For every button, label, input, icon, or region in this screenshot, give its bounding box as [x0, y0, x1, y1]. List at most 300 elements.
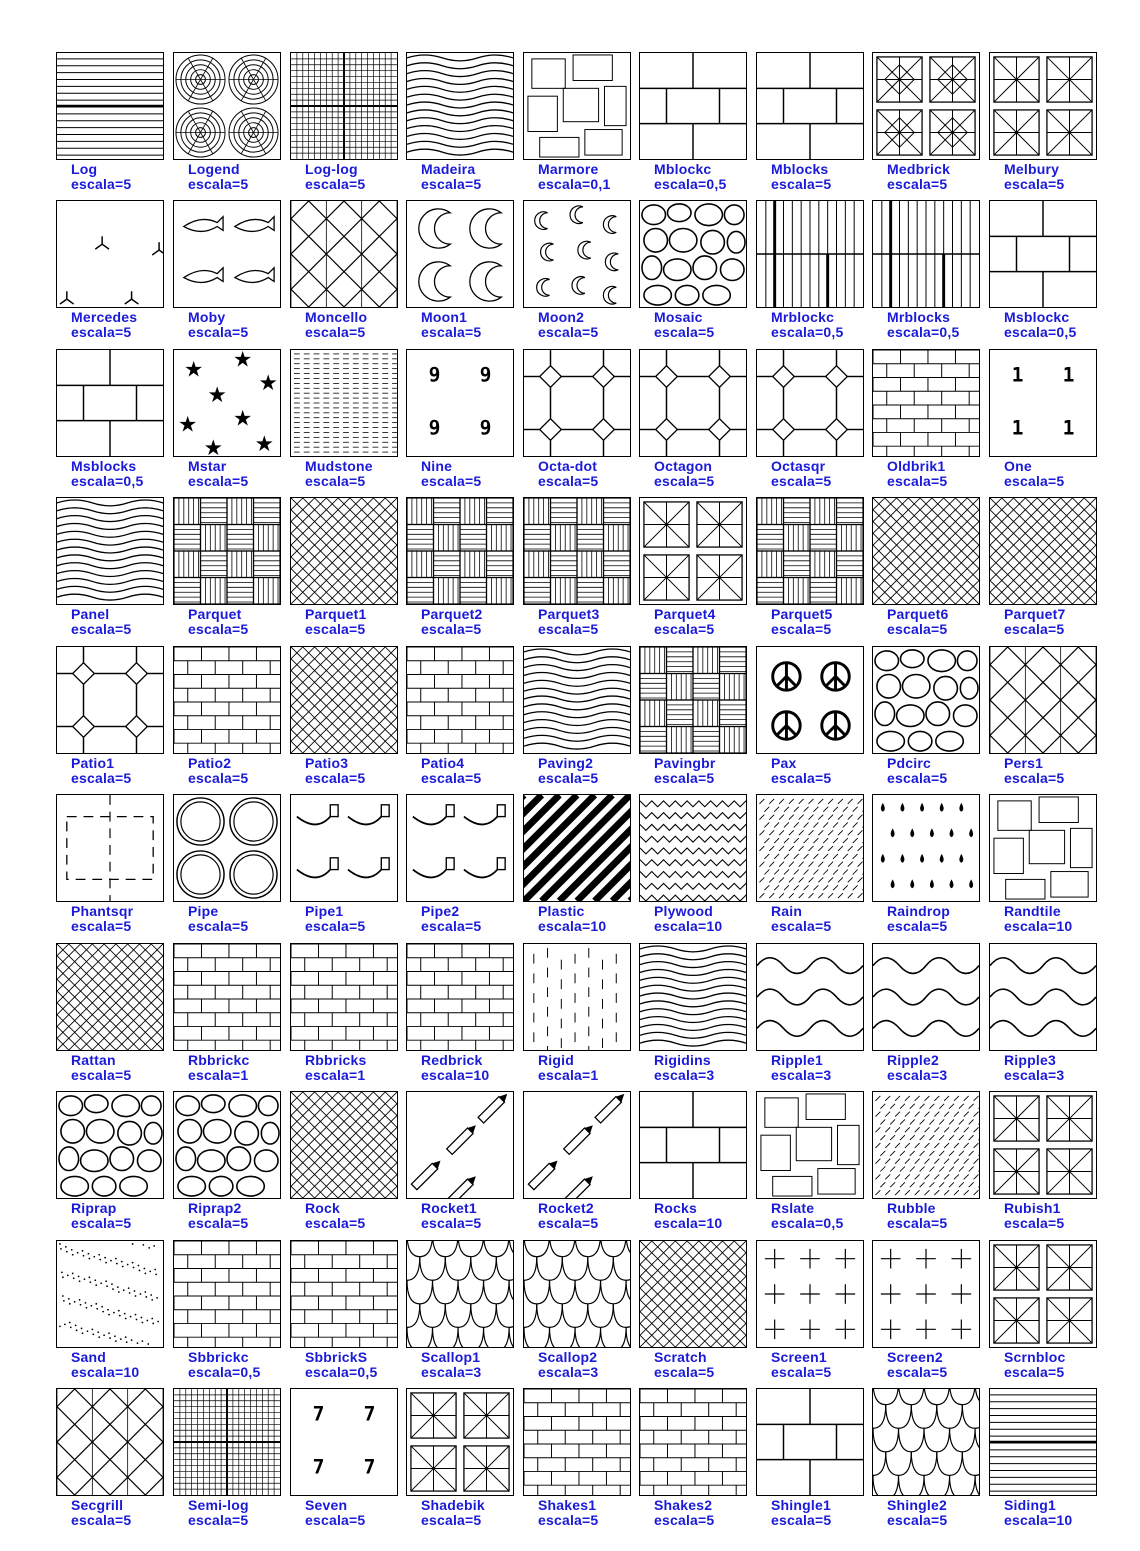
pattern-scale: escala=5 [71, 621, 132, 637]
pattern-scale: escala=5 [421, 1512, 482, 1528]
svg-text:★: ★ [203, 436, 223, 456]
pattern-scale: escala=0,5 [1004, 324, 1077, 340]
digit-1-icon [989, 349, 1097, 457]
scallop-icon [523, 1240, 631, 1348]
pattern-name: Rattan [71, 1052, 116, 1068]
pattern-scale: escala=3 [1004, 1067, 1065, 1083]
pattern-scale: escala=5 [421, 176, 482, 192]
pattern-cell [406, 349, 522, 495]
pattern-name: Mstar [188, 458, 227, 474]
pattern-name: SbbrickS [305, 1349, 368, 1365]
diamonds-icon [989, 646, 1097, 754]
pattern-name: Mrblockc [771, 309, 835, 325]
pattern-scale: escala=5 [538, 324, 599, 340]
pattern-cell [989, 200, 1105, 346]
pattern-scale: escala=5 [188, 473, 249, 489]
pattern-cell [173, 1388, 289, 1534]
pattern-cell [290, 200, 406, 346]
pattern-scale: escala=10 [1004, 1512, 1073, 1528]
pattern-scale: escala=5 [887, 1512, 948, 1528]
pattern-name: Log-log [305, 161, 358, 177]
pattern-scale: escala=5 [654, 621, 715, 637]
pattern-name: Pipe2 [421, 903, 460, 919]
pattern-cell [290, 794, 406, 940]
h-lines-icon [989, 1388, 1097, 1496]
pattern-scale: escala=0,5 [771, 1215, 844, 1231]
tiles-icon [523, 52, 631, 160]
pattern-cell [756, 794, 872, 940]
pattern-cell [173, 200, 289, 346]
pattern-name: Scratch [654, 1349, 707, 1365]
pattern-cell [523, 52, 639, 198]
pattern-name: Madeira [421, 161, 476, 177]
pattern-swatch-graphic [174, 647, 280, 753]
pattern-swatch-graphic [407, 1241, 513, 1347]
pattern-scale: escala=5 [1004, 176, 1065, 192]
pattern-swatch-graphic [990, 498, 1096, 604]
diag-grid-icon [989, 497, 1097, 605]
pattern-swatch-graphic [291, 1241, 397, 1347]
x-square-icon [989, 1091, 1097, 1199]
pattern-scale: escala=0,5 [305, 1364, 378, 1380]
pattern-scale: escala=5 [887, 621, 948, 637]
stones-icon [639, 200, 747, 308]
pattern-name: Randtile [1004, 903, 1061, 919]
pattern-scale: escala=5 [305, 1215, 366, 1231]
bricks-icon [639, 1388, 747, 1496]
digit-7-icon [290, 1388, 398, 1496]
pattern-swatch-graphic [757, 1241, 863, 1347]
pattern-cell [756, 52, 872, 198]
pattern-swatch-graphic [524, 201, 630, 307]
pattern-cell [872, 1388, 988, 1534]
svg-text:★: ★ [233, 406, 253, 432]
pattern-name: Octasqr [771, 458, 826, 474]
pattern-cell [639, 1240, 755, 1386]
grid-fine-icon [290, 52, 398, 160]
pattern-cell [989, 1388, 1105, 1534]
pattern-scale: escala=5 [421, 324, 482, 340]
pattern-cell [56, 1388, 172, 1534]
stars-square-icon [872, 52, 980, 160]
pattern-cell [756, 349, 872, 495]
diag-grid-icon [290, 1091, 398, 1199]
pattern-swatch-graphic [873, 1241, 979, 1347]
pattern-name: Secgrill [71, 1497, 124, 1513]
pattern-name: Mudstone [305, 458, 373, 474]
pattern-name: Mblocks [771, 161, 829, 177]
pattern-name: Pers1 [1004, 755, 1044, 771]
diag-grid-icon [56, 943, 164, 1051]
pattern-scale: escala=0,5 [654, 176, 727, 192]
pattern-name: Scallop1 [421, 1349, 481, 1365]
svg-text:★: ★ [254, 432, 274, 456]
pattern-scale: escala=10 [71, 1364, 140, 1380]
pattern-name: Rubish1 [1004, 1200, 1061, 1216]
pattern-swatch-graphic [873, 350, 979, 456]
pattern-name: Plastic [538, 903, 585, 919]
pattern-swatch-graphic [291, 498, 397, 604]
pattern-cell [173, 943, 289, 1089]
pattern-swatch-graphic [524, 1389, 630, 1495]
pattern-swatch-graphic [757, 201, 863, 307]
pattern-cell [406, 52, 522, 198]
moons-big-icon [406, 200, 514, 308]
pattern-name: Rbbrickc [188, 1052, 250, 1068]
pattern-name: Patio2 [188, 755, 232, 771]
pattern-swatch-graphic [524, 795, 630, 901]
pattern-cell [756, 200, 872, 346]
pattern-swatch-graphic [174, 944, 280, 1050]
pattern-swatch-graphic [990, 1241, 1096, 1347]
diag-grid-icon [290, 646, 398, 754]
pattern-name: Raindrop [887, 903, 951, 919]
pattern-name: Rigidins [654, 1052, 711, 1068]
pattern-cell [639, 349, 755, 495]
pattern-swatch-graphic [407, 53, 513, 159]
stones-icon [173, 1091, 281, 1199]
pattern-scale: escala=5 [71, 176, 132, 192]
tiles-icon [756, 1091, 864, 1199]
svg-text:1: 1 [1011, 363, 1024, 387]
pattern-name: Parquet1 [305, 606, 367, 622]
pattern-cell [523, 794, 639, 940]
pattern-swatch-graphic [524, 1241, 630, 1347]
bricks-icon [406, 943, 514, 1051]
diag-grid-icon [290, 497, 398, 605]
pattern-swatch-graphic [757, 1389, 863, 1495]
pattern-scale: escala=5 [188, 918, 249, 934]
tiles-icon [989, 794, 1097, 902]
pattern-name: Patio1 [71, 755, 115, 771]
pattern-scale: escala=5 [771, 1364, 832, 1380]
waves-icon [523, 646, 631, 754]
pattern-name: Screen1 [771, 1349, 827, 1365]
pattern-swatch-graphic [640, 53, 746, 159]
pattern-swatch-graphic [407, 647, 513, 753]
pattern-cell [639, 943, 755, 1089]
pattern-name: Nine [421, 458, 453, 474]
rings-icon [173, 794, 281, 902]
pattern-cell [56, 794, 172, 940]
bricks-icon [173, 1240, 281, 1348]
pattern-swatch-graphic [757, 944, 863, 1050]
pattern-swatch-graphic [57, 201, 163, 307]
pattern-name: Plywood [654, 903, 713, 919]
pattern-cell [872, 52, 988, 198]
pattern-swatch-graphic [174, 1241, 280, 1347]
pattern-cell [872, 1091, 988, 1237]
bricks-big-icon [756, 1388, 864, 1496]
bricks-icon [523, 1388, 631, 1496]
pattern-cell [989, 52, 1105, 198]
pattern-name: Sbbrickc [188, 1349, 249, 1365]
pattern-name: Riprap [71, 1200, 117, 1216]
pattern-scale: escala=5 [771, 176, 832, 192]
pattern-swatch-graphic [640, 1092, 746, 1198]
bricks-icon [173, 646, 281, 754]
pattern-cell [639, 1091, 755, 1237]
pattern-cell [523, 1240, 639, 1386]
peace-icon [756, 646, 864, 754]
pattern-name: Moncello [305, 309, 368, 325]
pattern-cell [56, 349, 172, 495]
dashed-square-icon [56, 794, 164, 902]
pattern-cell [989, 1091, 1105, 1237]
svg-text:9: 9 [428, 363, 441, 387]
pattern-scale: escala=5 [305, 918, 366, 934]
pattern-scale: escala=5 [1004, 1364, 1065, 1380]
pattern-scale: escala=5 [305, 176, 366, 192]
pattern-name: Parquet7 [1004, 606, 1066, 622]
pattern-name: Rubble [887, 1200, 936, 1216]
pattern-swatch-graphic [757, 795, 863, 901]
pattern-swatch-graphic [407, 944, 513, 1050]
pattern-name: Paving2 [538, 755, 594, 771]
pattern-scale: escala=5 [188, 621, 249, 637]
pattern-swatch-graphic [757, 498, 863, 604]
pattern-cell [173, 497, 289, 643]
pattern-cell [872, 497, 988, 643]
pattern-swatch-graphic [757, 1092, 863, 1198]
pattern-cell [872, 794, 988, 940]
pattern-name: Mosaic [654, 309, 703, 325]
bricks-big-icon [56, 349, 164, 457]
pattern-name: Octa-dot [538, 458, 598, 474]
pattern-swatch-graphic [174, 201, 280, 307]
pipes-icon [406, 794, 514, 902]
pattern-cell [173, 1091, 289, 1237]
pattern-name: Riprap2 [188, 1200, 242, 1216]
pattern-scale: escala=5 [421, 918, 482, 934]
pattern-swatch-graphic [524, 498, 630, 604]
pattern-name: Pipe1 [305, 903, 344, 919]
pattern-scale: escala=5 [771, 621, 832, 637]
pattern-scale: escala=0,5 [71, 473, 144, 489]
waves-icon [56, 497, 164, 605]
pattern-cell [56, 1240, 172, 1386]
pattern-name: Mercedes [71, 309, 138, 325]
rockets-icon [523, 1091, 631, 1199]
pattern-cell [756, 646, 872, 792]
pattern-name: Mblockc [654, 161, 712, 177]
pattern-scale: escala=5 [887, 770, 948, 786]
pattern-cell [523, 646, 639, 792]
pattern-swatch-graphic [873, 498, 979, 604]
pattern-swatch-graphic [990, 350, 1096, 456]
pattern-cell [56, 200, 172, 346]
bricks-icon [406, 646, 514, 754]
pattern-swatch-graphic [57, 1241, 163, 1347]
svg-text:7: 7 [363, 1455, 376, 1479]
pattern-cell [523, 497, 639, 643]
moons-small-icon [523, 200, 631, 308]
pattern-swatch-graphic [291, 350, 397, 456]
h-lines-icon [56, 52, 164, 160]
pattern-swatch-graphic [291, 1389, 397, 1495]
parquet-icon [406, 497, 514, 605]
pattern-scale: escala=5 [654, 770, 715, 786]
diamonds-icon [290, 200, 398, 308]
pattern-scale: escala=5 [538, 1512, 599, 1528]
pattern-swatch-graphic [291, 53, 397, 159]
pattern-scale: escala=3 [771, 1067, 832, 1083]
pattern-swatch-graphic [174, 1389, 280, 1495]
pattern-name: Parquet4 [654, 606, 716, 622]
pattern-cell [756, 497, 872, 643]
waves-icon [406, 52, 514, 160]
octagons-icon [523, 349, 631, 457]
pattern-cell [989, 943, 1105, 1089]
pattern-cell [756, 1240, 872, 1386]
pattern-scale: escala=5 [771, 473, 832, 489]
pattern-name: Medbrick [887, 161, 951, 177]
pattern-cell [56, 52, 172, 198]
pattern-swatch-graphic [291, 944, 397, 1050]
pattern-scale: escala=0,1 [538, 176, 611, 192]
diag-thick-icon [523, 794, 631, 902]
pattern-scale: escala=5 [887, 918, 948, 934]
pattern-cell [173, 1240, 289, 1386]
pattern-cell [523, 1388, 639, 1534]
octagons-icon [756, 349, 864, 457]
pattern-scale: escala=5 [771, 918, 832, 934]
pattern-cell [639, 497, 755, 643]
diag-grid-icon [872, 497, 980, 605]
dashes-icon [290, 349, 398, 457]
pattern-scale: escala=5 [188, 176, 249, 192]
pattern-name: Rbbricks [305, 1052, 367, 1068]
pattern-swatch-graphic [873, 53, 979, 159]
crosses-icon [872, 1240, 980, 1348]
pattern-swatch-graphic [57, 1389, 163, 1495]
pattern-cell [523, 349, 639, 495]
pattern-swatch-graphic [990, 201, 1096, 307]
x-square-icon [639, 497, 747, 605]
pattern-cell [872, 1240, 988, 1386]
ripple-icon [989, 943, 1097, 1051]
pattern-name: Screen2 [887, 1349, 943, 1365]
pattern-cell [872, 349, 988, 495]
circles-icon [173, 52, 281, 160]
pattern-scale: escala=5 [654, 473, 715, 489]
pattern-cell [290, 52, 406, 198]
pattern-name: Rslate [771, 1200, 815, 1216]
pattern-name: Shakes2 [654, 1497, 713, 1513]
pattern-scale: escala=3 [538, 1364, 599, 1380]
pattern-scale: escala=5 [1004, 1215, 1065, 1231]
svg-text:9: 9 [428, 416, 441, 440]
pattern-swatch-graphic [873, 1389, 979, 1495]
pattern-cell [523, 1091, 639, 1237]
pattern-swatch-graphic [990, 1092, 1096, 1198]
x-square-icon [989, 1240, 1097, 1348]
pattern-cell [639, 200, 755, 346]
pattern-scale: escala=5 [188, 324, 249, 340]
pattern-name: Ripple2 [887, 1052, 939, 1068]
pattern-scale: escala=10 [654, 918, 723, 934]
pattern-swatch-graphic [873, 944, 979, 1050]
pattern-swatch-graphic [640, 201, 746, 307]
octagons-icon [56, 646, 164, 754]
bricks-big-icon [639, 1091, 747, 1199]
pattern-scale: escala=5 [71, 324, 132, 340]
pattern-cell [989, 794, 1105, 940]
pattern-name: Pipe [188, 903, 219, 919]
pattern-scale: escala=5 [887, 1364, 948, 1380]
pattern-name: Octagon [654, 458, 713, 474]
pattern-name: Mrblocks [887, 309, 951, 325]
pattern-swatch-graphic [174, 350, 280, 456]
pattern-name: Marmore [538, 161, 599, 177]
pattern-cell [406, 1388, 522, 1534]
pattern-scale: escala=0,5 [771, 324, 844, 340]
pattern-scale: escala=1 [305, 1067, 366, 1083]
pattern-scale: escala=1 [188, 1067, 249, 1083]
dots-icon [56, 1240, 164, 1348]
pattern-scale: escala=5 [771, 770, 832, 786]
pattern-cell [406, 1240, 522, 1386]
pattern-swatch-graphic [873, 1092, 979, 1198]
pattern-name: Ripple3 [1004, 1052, 1056, 1068]
svg-text:1: 1 [1062, 363, 1075, 387]
pattern-cell [406, 1091, 522, 1237]
v-lines-icon [872, 200, 980, 308]
pattern-scale: escala=5 [421, 1215, 482, 1231]
pattern-name: Shakes1 [538, 1497, 597, 1513]
stones-icon [872, 646, 980, 754]
svg-text:9: 9 [479, 363, 492, 387]
pattern-cell [173, 646, 289, 792]
pattern-swatch-graphic [57, 795, 163, 901]
pattern-scale: escala=5 [71, 1512, 132, 1528]
pattern-name: Parquet3 [538, 606, 600, 622]
pattern-cell [989, 497, 1105, 643]
pattern-cell [756, 943, 872, 1089]
pattern-name: Shingle1 [771, 1497, 831, 1513]
pattern-swatch-graphic [640, 1241, 746, 1347]
svg-text:★: ★ [258, 371, 278, 397]
pattern-name: Siding1 [1004, 1497, 1056, 1513]
pattern-cell [290, 349, 406, 495]
pattern-swatch-graphic [407, 795, 513, 901]
pattern-swatch-graphic [524, 350, 630, 456]
pattern-swatch-graphic [174, 498, 280, 604]
pattern-cell [290, 1240, 406, 1386]
tri-mark-icon [56, 200, 164, 308]
pattern-scale: escala=5 [1004, 621, 1065, 637]
pattern-cell [523, 943, 639, 1089]
pattern-cell [406, 943, 522, 1089]
pattern-scale: escala=5 [71, 918, 132, 934]
pattern-swatch-graphic [990, 944, 1096, 1050]
ripple-icon [872, 943, 980, 1051]
pattern-name: Log [71, 161, 98, 177]
v-lines-icon [756, 200, 864, 308]
pattern-cell [290, 497, 406, 643]
pattern-name: Parquet [188, 606, 242, 622]
pattern-swatch-graphic [57, 53, 163, 159]
pattern-name: Logend [188, 161, 240, 177]
pattern-swatch-graphic [757, 647, 863, 753]
pattern-cell [290, 1091, 406, 1237]
svg-text:★: ★ [183, 357, 204, 383]
pattern-swatch-graphic [640, 350, 746, 456]
pattern-cell [56, 497, 172, 643]
pattern-scale: escala=0,5 [188, 1364, 261, 1380]
pattern-swatch-graphic [57, 498, 163, 604]
pattern-cell [290, 1388, 406, 1534]
